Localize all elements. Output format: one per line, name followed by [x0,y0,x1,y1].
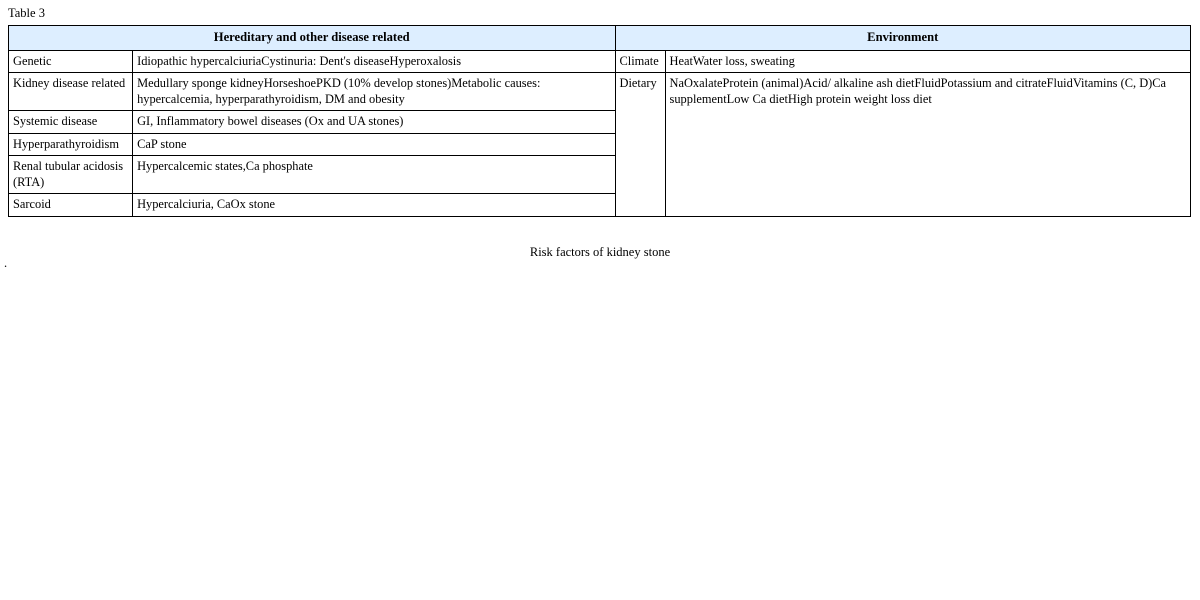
row-detail: Hypercalcemic states,Ca phosphate [133,156,615,194]
dietary-label-cell: Dietary [615,73,665,217]
table-caption: Risk factors of kidney stone [529,245,671,259]
row-category: Kidney disease related [9,73,133,111]
table-header-row [9,26,1191,51]
row-detail: Hypercalciuria, CaOx stone [133,194,615,217]
table-container [8,25,1191,217]
table-row [9,73,1191,111]
row-category: Systemic disease [9,111,133,134]
table-number-label: Table 3 [8,6,45,20]
climate-label-cell: Climate [615,50,665,73]
climate-detail-cell: HeatWater loss, sweating [665,50,1190,73]
row-category: Genetic [9,50,133,73]
row-category: Renal tubular acidosis (RTA) [9,156,133,194]
row-category: Hyperparathyroidism [9,133,133,156]
header-environment: Environment [615,26,1191,51]
row-category: Sarcoid [9,194,133,217]
table-row [9,50,1191,73]
row-detail: Medullary sponge kidneyHorseshoePKD (10% develop stones)Metabolic causes: hypercalcemia, hyperparathyroidism, DM and obesity [133,73,615,111]
header-hereditary: Hereditary and other disease related [9,26,616,51]
row-detail: CaP stone [133,133,615,156]
risk-factors-table [8,25,1191,217]
dietary-detail-cell: NaOxalateProtein (animal)Acid/ alkaline ash dietFluidPotassium and citrateFluidVitamins (C, D)Ca supplementLow Ca dietHigh protein weight loss diet [665,73,1190,217]
trailing-period: . [4,256,8,270]
row-detail: GI, Inflammatory bowel diseases (Ox and UA stones) [133,111,615,134]
row-detail: Idiopathic hypercalciuriaCystinuria: Dent's diseaseHyperoxalosis [133,50,615,73]
